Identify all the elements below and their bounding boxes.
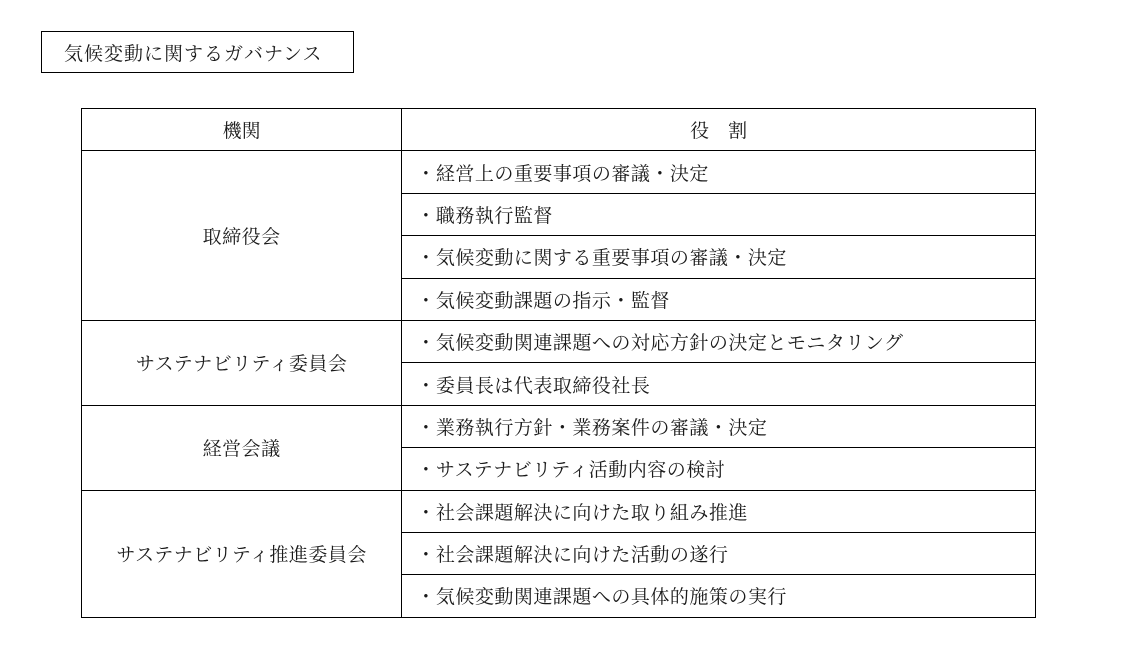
org-management-meeting: 経営会議 [82, 405, 402, 490]
role-item: ・社会課題解決に向けた活動の遂行 [402, 532, 1036, 574]
role-item: ・気候変動関連課題への対応方針の決定とモニタリング [402, 320, 1036, 362]
role-item: ・気候変動に関する重要事項の審議・決定 [402, 236, 1036, 278]
role-item: ・気候変動課題の指示・監督 [402, 278, 1036, 320]
page-title-text: 気候変動に関するガバナンス [64, 42, 323, 65]
role-item: ・委員長は代表取締役社長 [402, 363, 1036, 405]
role-item: ・社会課題解決に向けた取り組み推進 [402, 490, 1036, 532]
table-row [82, 320, 1036, 362]
role-item: ・業務執行方針・業務案件の審議・決定 [402, 405, 1036, 447]
role-item: ・経営上の重要事項の審議・決定 [402, 151, 1036, 193]
governance-table [81, 108, 1036, 618]
org-sustainability-committee: サステナビリティ委員会 [82, 320, 402, 405]
page-title [41, 31, 354, 73]
org-sustainability-promotion-committee: サステナビリティ推進委員会 [82, 490, 402, 617]
header-role: 役 割 [402, 109, 1036, 151]
header-org: 機関 [82, 109, 402, 151]
role-item: ・職務執行監督 [402, 193, 1036, 235]
table-row [82, 405, 1036, 447]
table-row [82, 490, 1036, 532]
table-row [82, 151, 1036, 193]
table-header-row [82, 109, 1036, 151]
role-item: ・サステナビリティ活動内容の検討 [402, 448, 1036, 490]
role-item: ・気候変動関連課題への具体的施策の実行 [402, 575, 1036, 617]
org-board-of-directors: 取締役会 [82, 151, 402, 321]
